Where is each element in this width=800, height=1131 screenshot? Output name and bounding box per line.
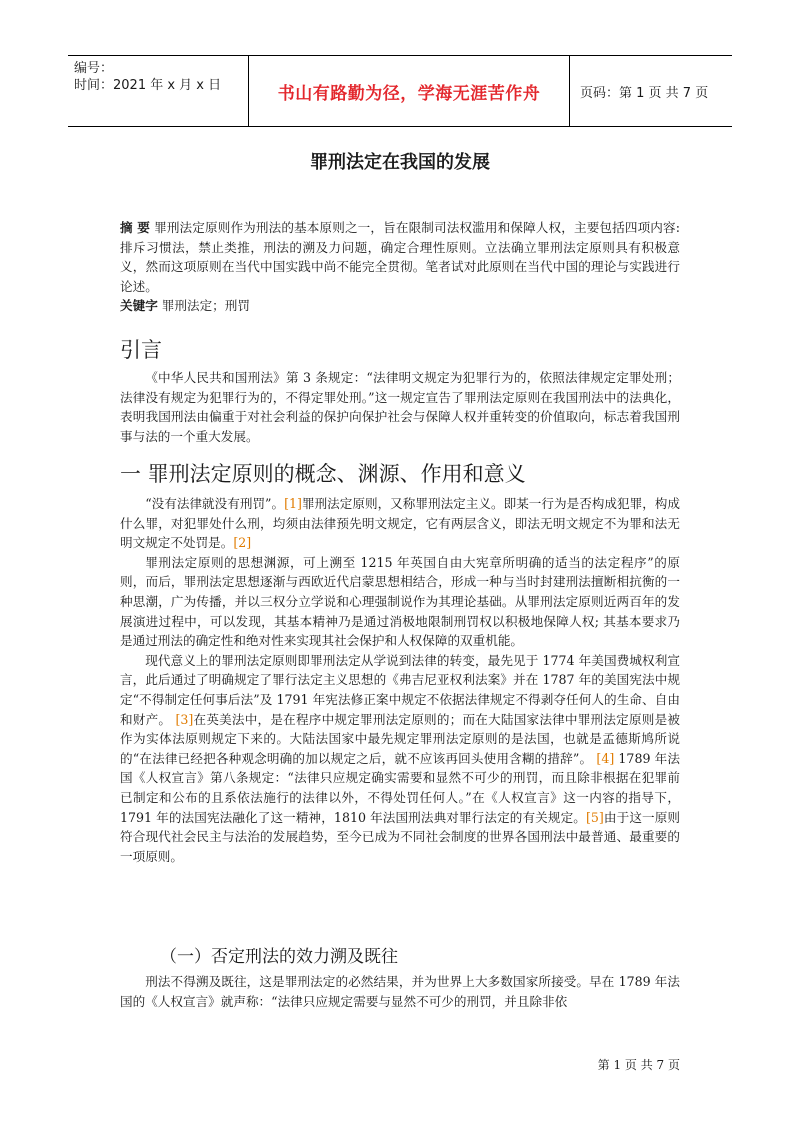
ref-link-2[interactable]: [2] — [233, 535, 252, 551]
section1-p3-d: 由于这一原则符合现代社会民主与法治的发展趋势，至今已成为不同社会制度的世界各国刑法中最普通、最重要的一项原则。 — [120, 809, 681, 864]
document-title: 罪刑法定在我国的发展 — [310, 152, 490, 173]
keywords-text: 罪刑法定；刑罚 — [161, 298, 250, 314]
keywords-line — [120, 296, 680, 316]
abstract-paragraph — [120, 218, 680, 296]
abstract-label: 摘 要 — [120, 220, 150, 235]
section1-p1-end: 罪刑法定原则，又称罪刑法定主义。即某一行为是否构成犯罪，构成什么罪，对犯罪处什么刑，均须由法律预先明文规定，它有两层含义，即法无明文规定不为罪和法无明文规定不处罚是。 — [120, 496, 680, 551]
ref-link-3[interactable]: [3] — [175, 711, 194, 727]
header-table — [68, 55, 732, 127]
section1-p1-start: “没有法律就没有刑罚”。 — [145, 496, 285, 511]
section1-paragraph-1 — [120, 494, 680, 553]
section1-p3-b: 在英美法中，是在程序中规定罪刑法定原则的；而在大陆国家法律中罪刑法定原则是被作为实体法原则规定下来的。大陆法国家中最先规定罪刑法定原则的是法国，也就是孟德斯鸠所说的“在法律已经把各种观念明确的加以规定之后，就不应该再回头使用含糊的措辞”。 — [120, 711, 680, 766]
number-label: 编号： — [74, 61, 114, 76]
section1-heading: 一 罪刑法定原则的概念、渊源、作用和意义 — [120, 462, 526, 486]
subsection1-paragraph: 刑法不得溯及既往，这是罪刑法定的必然结果，并为世界上大多数国家所接受。早在 1789 年法国的《人权宣言》就声称：“法律只应规定需要与显然不可少的刑罚，并且除非依 — [120, 974, 680, 1009]
section1-p3-a: 现代意义上的罪刑法定原则即罪刑法定从学说到法律的转变，最先见于 1774 年美国费城权利宣言，此后通过了明确规定了罪行法定主义思想的《弗吉尼亚权利法案》并在 1787 年的美国宪法中规定“不得制定任何事后法”及 1791 年宪法修正案中规定不依据法律规定不得剥夺任何人的生命、自由和财产。 — [120, 652, 680, 727]
page-footer: 第 1 页 共 7 页 — [597, 1058, 680, 1072]
keywords-label: 关键字 — [120, 298, 158, 314]
abstract-text: 罪刑法定原则作为刑法的基本原则之一，旨在限制司法权滥用和保障人权，主要包括四项内容: 排斥习惯法，禁止类推，刑法的溯及力问题，确定合理性原则。立法确立罪刑法定原则具有积极意义，然而这项原则在当代中国实践中尚不能完全贯彻。笔者试对此原则在当代中国的理论与实践进行论述。 — [120, 220, 680, 294]
ref-link-4[interactable]: [4] — [596, 750, 615, 766]
section1-block — [120, 494, 680, 866]
subsection1-heading: （一）否定刑法的效力溯及既往 — [160, 947, 398, 967]
abstract-block — [120, 218, 680, 316]
ref-link-1[interactable]: [1] — [284, 496, 302, 511]
motto-text: 书山有路勤为径，学海无涯苦作舟 — [277, 83, 541, 104]
page-info: 页码：第 1 页 共 7 页 — [580, 85, 709, 101]
intro-heading: 引言 — [120, 338, 162, 362]
section1-paragraph-3 — [120, 651, 680, 867]
subsection1-block — [120, 972, 680, 1011]
section1-p3-c: 1789 年法国《人权宣言》第八条规定：“法律只应规定确实需要和显然不可少的刑罚，而且除非根据在犯罪前已制定和公布的且系依法施行的法律以外，不得处罚任何人。”在《人权宣言》这一内容的指导下，1791 年的法国宪法融化了这一精神，1810 年法国刑法典对罪行法定的有关规定。 — [120, 750, 680, 825]
intro-block — [120, 368, 680, 446]
section1-paragraph-2: 罪刑法定原则的思想渊源，可上溯至 1215 年英国自由大宪章所明确的适当的法定程序”的原则，而后，罪刑法定思想逐渐与西欧近代启蒙思想相结合，形成一种与当时封建刑法擅断相抗衡的一种思潮，广为传播，并以三权分立学说和心理强制说作为其理论基础。从罪刑法定原则近两百年的发展演进过程中，可以发现，其基本精神乃是通过消极地限制刑罚权以积极地保障人权; 其基本要求乃是通过刑法的确定性和绝对性来实现其社会保护和人权保障的双重机能。 — [120, 554, 680, 649]
intro-paragraph: 《中华人民共和国刑法》第 3 条规定：“法律明文规定为犯罪行为的，依照法律规定定罪处刑；法律没有规定为犯罪行为的，不得定罪处刑。”这一规定宣告了罪刑法定原则在我国刑法中的法典化，表明我国刑法由偏重于对社会利益的保护向保护社会与保障人权并重转变的价值取向，标志着我国刑事与法的一个重大发展。 — [120, 370, 680, 444]
ref-link-5[interactable]: [5] — [585, 809, 604, 825]
header-motto-cell — [248, 56, 570, 126]
date-label: 时间：2021 年 x 月 x 日 — [74, 78, 222, 93]
header-left-cell — [68, 56, 248, 126]
header-page-cell — [570, 56, 732, 126]
